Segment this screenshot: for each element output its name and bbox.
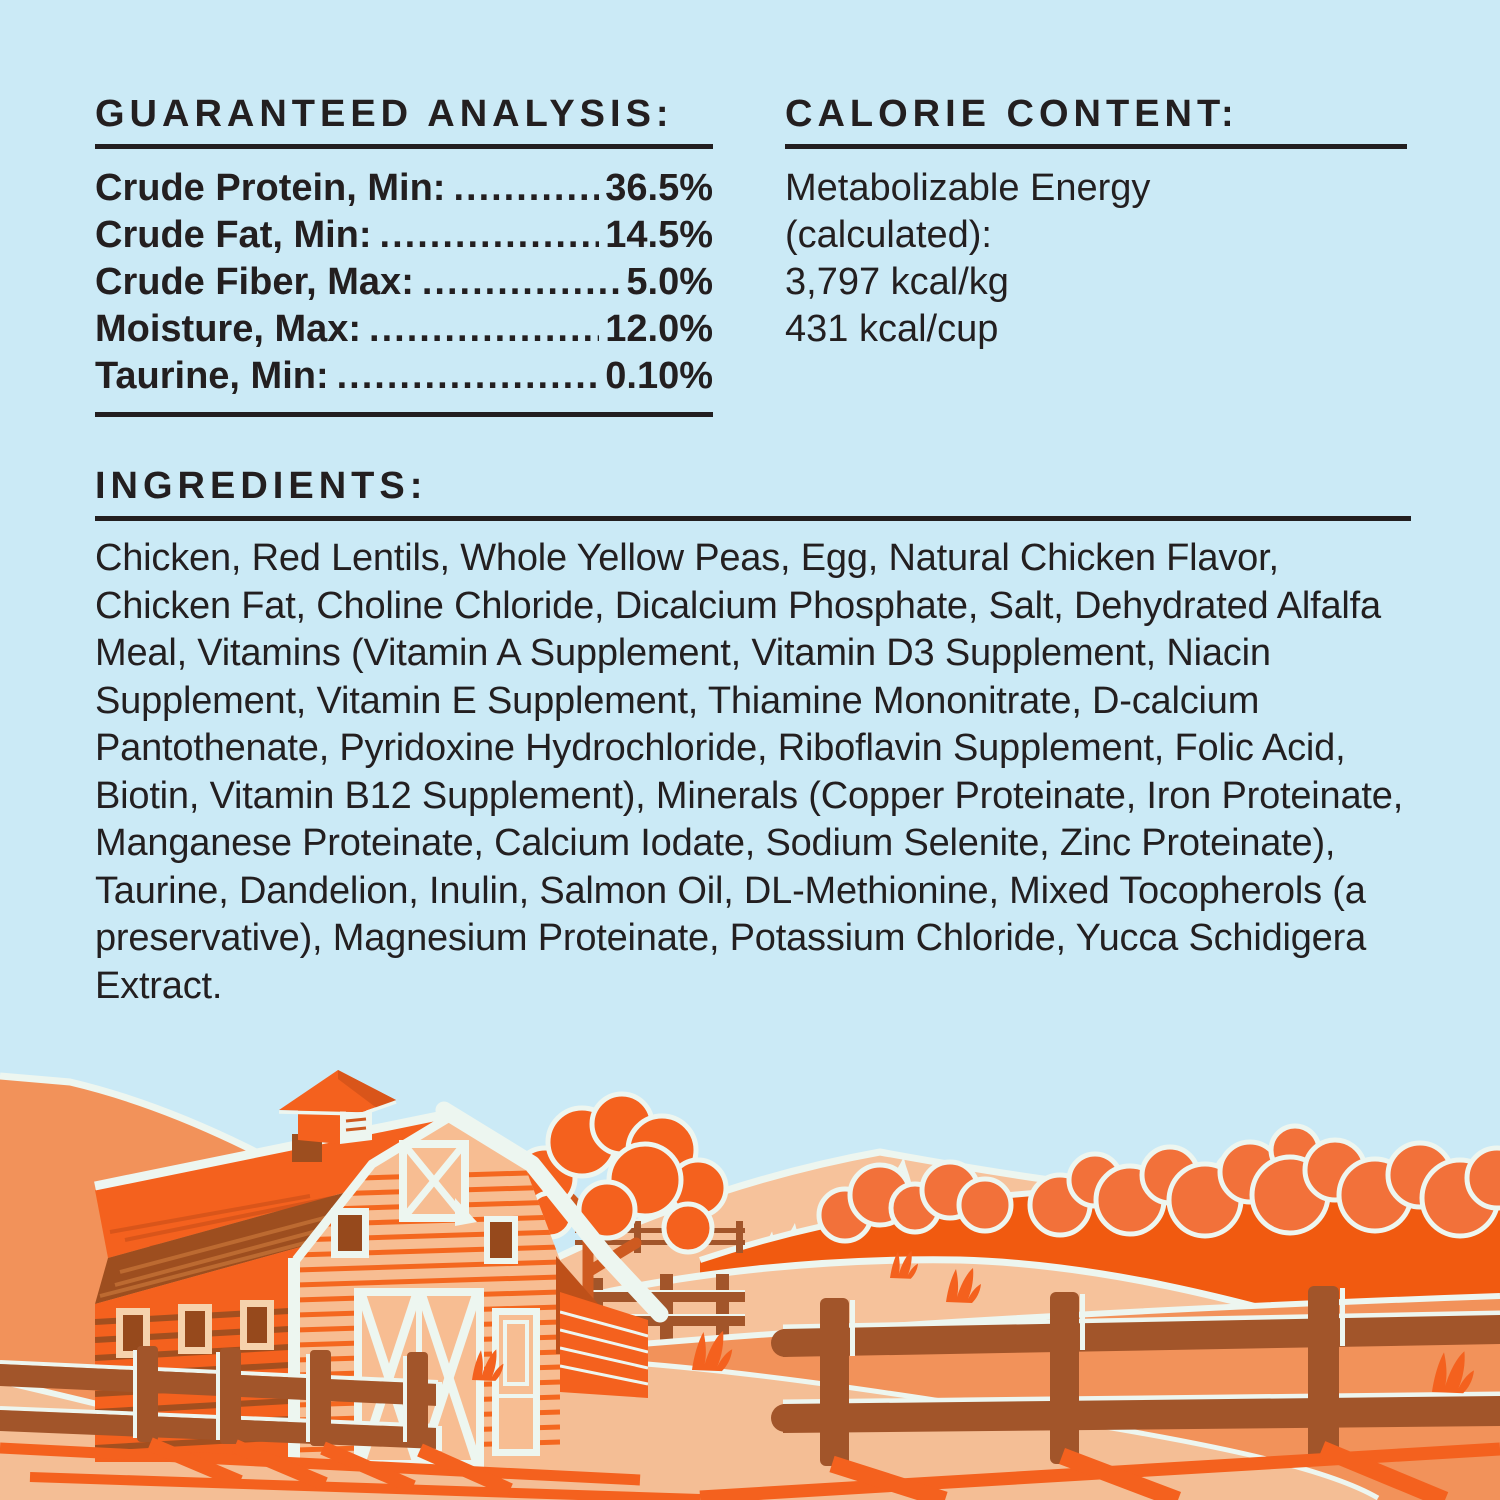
- ingredients-title: INGREDIENTS:: [95, 465, 428, 507]
- ga-row-value: 14.5%: [605, 214, 713, 256]
- guaranteed-analysis-bottom-rule: [95, 412, 713, 417]
- ga-row-value: 12.0%: [605, 308, 713, 350]
- ga-row: [95, 165, 713, 212]
- calorie-content-title: CALORIE CONTENT:: [785, 93, 1239, 135]
- hayloft-door: [399, 1140, 477, 1226]
- barn-side-door: [492, 1308, 540, 1456]
- ga-row-label: Crude Fat, Min:: [95, 214, 372, 256]
- ga-row: [95, 306, 713, 353]
- ga-row-value: 36.5%: [605, 167, 713, 209]
- cc-lines: [785, 165, 1407, 353]
- calorie-content-section: [785, 92, 1407, 353]
- guaranteed-analysis-title: GUARANTEED ANALYSIS:: [95, 93, 674, 135]
- ga-row: [95, 259, 713, 306]
- cc-line: 3,797 kcal/kg: [785, 261, 1009, 303]
- guaranteed-analysis-title-rule: [95, 144, 713, 149]
- ga-row-label: Crude Protein, Min:: [95, 167, 446, 209]
- ingredients-title-rule: [95, 516, 1411, 521]
- ga-row-dot-leader: [380, 212, 600, 259]
- ga-row-label: Crude Fiber, Max:: [95, 261, 414, 303]
- cc-line: Metabolizable Energy: [785, 167, 1151, 209]
- cc-line: (calculated):: [785, 214, 992, 256]
- ga-row-label: Taurine, Min:: [95, 355, 329, 397]
- ga-row-dot-leader: [337, 353, 600, 400]
- ga-row: [95, 212, 713, 259]
- ga-row-value: 5.0%: [626, 261, 713, 303]
- ga-row-dot-leader: [369, 306, 599, 353]
- ingredients-text: Chicken, Red Lentils, Whole Yellow Peas, Egg, Natural Chicken Flavor, Chicken Fat, Choline Chloride, Dicalcium Phosphate, Salt, Dehydrated Alfalfa Meal, Vitamins (Vitamin A Supplement, Vitamin D3 Supplement, Niacin Supplement, Vitamin E Supplement, Thiamine Mononitrate, D-calcium Pantothenate, Pyridoxine Hydrochloride, Riboflavin Supplement, Folic Acid, Biotin, Vitamin B12 Supplement), Minerals (Copper Proteinate, Iron Proteinate, Manganese Proteinate, Calcium Iodate, Sodium Selenite, Zinc Proteinate), Taurine, Dandelion, Inulin, Salmon Oil, DL-Methionine, Mixed Tocopherols (a preservative), Magnesium Proteinate, Potassium Chloride, Yucca Schidigera Extract.: [95, 537, 1404, 1007]
- cc-line: 431 kcal/cup: [785, 308, 999, 350]
- ga-row: [95, 353, 713, 400]
- guaranteed-analysis-section: [95, 92, 713, 417]
- calorie-content-title-rule: [785, 144, 1407, 149]
- ga-rows: [95, 165, 713, 400]
- ga-row-value: 0.10%: [605, 355, 713, 397]
- ga-row-label: Moisture, Max:: [95, 308, 362, 350]
- ga-row-dot-leader: [422, 259, 621, 306]
- ga-row-dot-leader: [453, 165, 599, 212]
- farm-scene-illustration: [0, 1055, 1500, 1500]
- ingredients-section: [95, 464, 1411, 1010]
